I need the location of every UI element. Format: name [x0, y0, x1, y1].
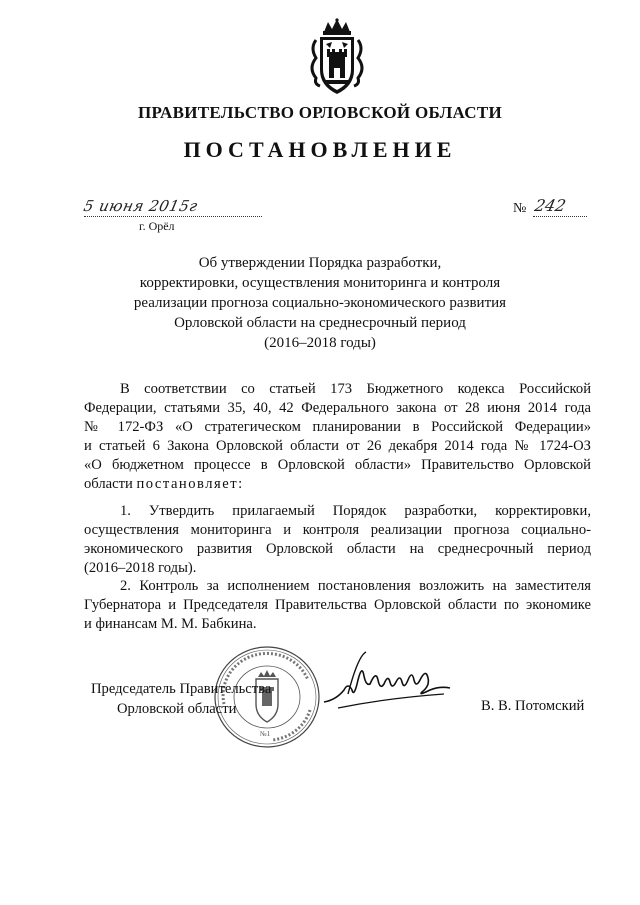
body-line: 2. Контроль за исполнением постановления возложить на заместителя: [120, 578, 591, 594]
document-type-title: ПОСТАНОВЛЕНИЕ: [183, 137, 457, 162]
signatory-name: В. В. Потомский: [481, 698, 585, 714]
handwritten-signature-icon: [318, 650, 458, 720]
body-line: Губернатора и Председателя Правительства Орловской области по экономике: [84, 596, 591, 613]
body-line: Федерации, статьями 35, 40, 42 Федерального закона от 28 июня 2014 года: [84, 399, 591, 416]
body-line: и статьей 6 Закона Орловской области от 26 декабря 2014 года № 1724-ОЗ: [84, 437, 591, 454]
government-title: ПРАВИТЕЛЬСТВО ОРЛОВСКОЙ ОБЛАСТИ: [137, 103, 503, 122]
body-word: области: [84, 475, 133, 492]
position-line-1: Председатель Правительства: [91, 681, 272, 697]
handwritten-date: 5 июня 2015г: [82, 197, 200, 215]
handwritten-number: 242: [532, 196, 568, 215]
body-line: В соответствии со статьей 173 Бюджетного кодекса Российской: [120, 381, 591, 397]
subject-line: Об утверждении Порядка разработки,: [198, 255, 442, 271]
body-line: (2016–2018 годы).: [84, 559, 197, 576]
body-line: 1. Утвердить прилагаемый Порядок разработки, корректировки,: [120, 503, 591, 519]
subject-line: корректировки, осуществления мониторинга и контроля: [139, 275, 501, 291]
preamble-paragraph: [84, 380, 591, 493]
body-line: № 172-ФЗ «О стратегическом планировании в Российской Федерации»: [84, 418, 591, 435]
resolution-item-2: [84, 577, 591, 634]
body-line: и финансам М. М. Бабкина.: [84, 615, 257, 632]
subject-line: (2016–2018 годы): [264, 335, 376, 351]
document-number-field: [513, 196, 587, 217]
svg-text:№1: №1: [260, 730, 271, 738]
body-line: «О бюджетном процессе в Орловской области» Правительство Орловской: [84, 456, 591, 473]
number-underline: [533, 216, 587, 217]
signatory-position: [91, 679, 271, 719]
subject-line: Орловской области на среднесрочный период: [174, 315, 466, 331]
resolution-item-1: [84, 502, 591, 578]
document-subject: [100, 253, 540, 353]
date-underline: [84, 216, 262, 217]
subject-line: реализации прогноза социально-экономического развития: [133, 295, 507, 311]
body-line: осуществления мониторинга и контроля реализации прогноза социально-: [84, 521, 591, 538]
date-field: [82, 197, 262, 217]
body-line: [84, 475, 591, 494]
position-line-2: Орловской области: [117, 701, 237, 717]
coat-of-arms-emblem-icon: [304, 18, 370, 98]
body-line: экономического развития Орловской области на среднесрочный период: [84, 540, 591, 557]
number-sign-label: №: [513, 201, 527, 216]
city-label: г. Орёл: [139, 219, 175, 233]
resolves-word: постановляет:: [136, 475, 244, 492]
